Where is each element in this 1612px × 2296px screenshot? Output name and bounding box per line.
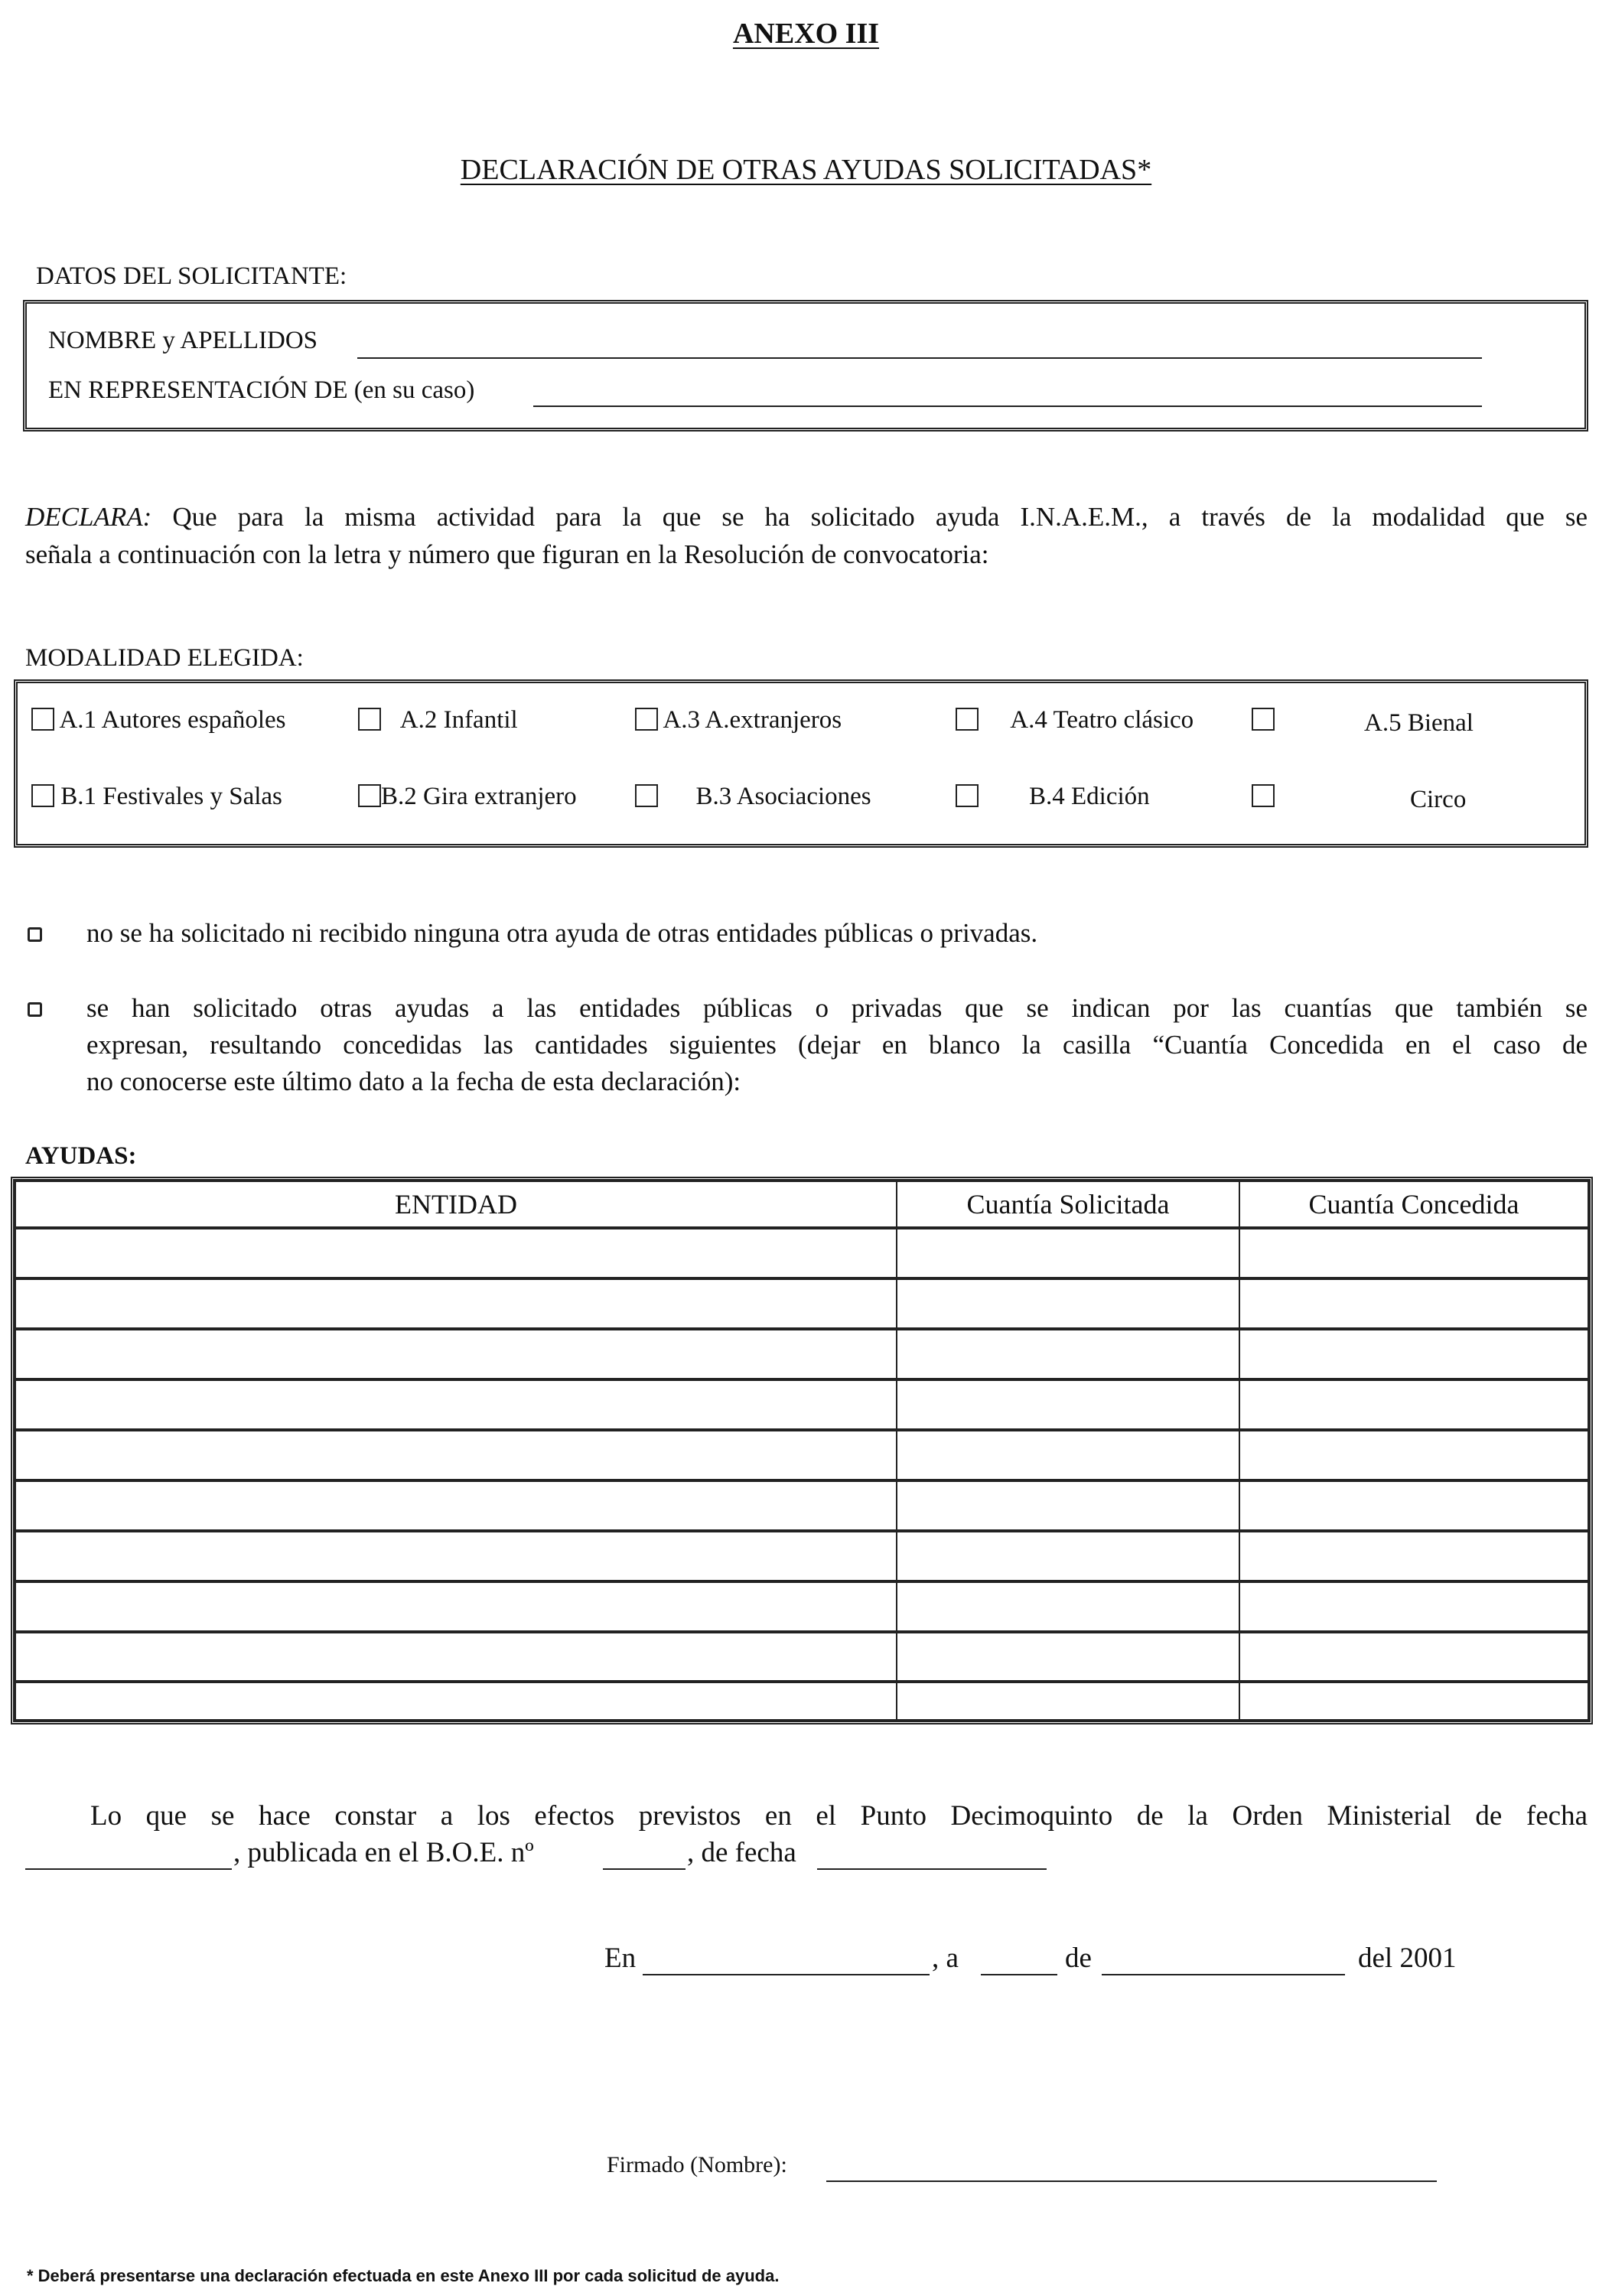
option-1-text: no se ha solicitado ni recibido ninguna otra ayuda de otras entidades públicas o privadas. [86, 918, 1038, 948]
checkbox-a2[interactable] [358, 708, 381, 731]
month-prefix: de [1065, 1943, 1092, 1974]
table-row [15, 1228, 1588, 1278]
declaration-lead: DECLARA: [25, 502, 152, 532]
cell-concedida[interactable] [1239, 1682, 1588, 1720]
table-row [15, 1278, 1588, 1329]
option-2-line-3: no conocerse este último dato a la fecha de esta declaración): [86, 1067, 741, 1096]
modality-a1[interactable]: A.1 Autores españoles [31, 706, 285, 734]
table-row [15, 1430, 1588, 1480]
cell-concedida[interactable] [1239, 1379, 1588, 1430]
month-field[interactable] [1102, 1974, 1345, 1975]
col-solicitada: Cuantía Solicitada [897, 1181, 1239, 1228]
cell-entidad[interactable] [15, 1581, 897, 1632]
place-prefix: En [604, 1943, 637, 1974]
table-row [15, 1682, 1588, 1720]
aid-section-label: AYUDAS: [25, 1142, 137, 1170]
declaration-line-2: señala a continuación con la letra y número que figuran en la Resolución de convocatoria: [25, 539, 989, 569]
cell-entidad[interactable] [15, 1329, 897, 1379]
cell-concedida[interactable] [1239, 1228, 1588, 1278]
date-of-text: , de fecha [687, 1837, 796, 1868]
modality-a2[interactable]: A.2 Infantil [358, 706, 518, 734]
cell-entidad[interactable] [15, 1379, 897, 1430]
checkbox-b2[interactable] [358, 784, 381, 807]
annex-title: ANEXO III [732, 18, 880, 50]
modality-a5[interactable] [1252, 706, 1275, 734]
cell-concedida[interactable] [1239, 1581, 1588, 1632]
modality-b2[interactable]: B.2 Gira extranjero [358, 783, 577, 811]
option-2-line-1: se han solicitado otras ayudas a las entidades públicas o privadas que se indican por las cuantías que también se [86, 993, 1588, 1023]
cell-solicitada[interactable] [897, 1379, 1239, 1430]
checkbox-a4[interactable] [956, 708, 979, 731]
option-1-checkbox[interactable] [28, 927, 42, 946]
cell-concedida[interactable] [1239, 1329, 1588, 1379]
place-field[interactable] [643, 1974, 930, 1975]
cell-solicitada[interactable] [897, 1581, 1239, 1632]
cell-solicitada[interactable] [897, 1480, 1239, 1531]
boe-date-field[interactable] [817, 1868, 1047, 1870]
signature-field[interactable] [826, 2180, 1437, 2182]
modality-b3[interactable]: B.3 Asociaciones [635, 783, 871, 811]
checkbox-b4[interactable] [956, 784, 979, 807]
checkbox-b3[interactable] [635, 784, 658, 807]
aid-table-header [15, 1181, 1588, 1228]
modality-section-label: MODALIDAD ELEGIDA: [25, 644, 304, 672]
year-text: del 2001 [1358, 1943, 1457, 1974]
cell-entidad[interactable] [15, 1531, 897, 1581]
day-field[interactable] [981, 1974, 1057, 1975]
cell-solicitada[interactable] [897, 1632, 1239, 1682]
cell-solicitada[interactable] [897, 1430, 1239, 1480]
modality-b4[interactable]: B.4 Edición [956, 783, 1150, 811]
cell-entidad[interactable] [15, 1632, 897, 1682]
col-concedida: Cuantía Concedida [1239, 1181, 1588, 1228]
footnote: * Deberá presentarse una declaración efectuada en este Anexo III por cada solicitud de ayuda. [27, 2266, 780, 2285]
published-text: , publicada en el B.O.E. nº [233, 1837, 534, 1868]
option-2-checkbox[interactable] [28, 1002, 42, 1021]
modality-a4[interactable]: A.4 Teatro clásico [956, 706, 1194, 734]
table-row [15, 1329, 1588, 1379]
option-2-line-2: expresan, resultando concedidas las cantidades siguientes (dejar en blanco la casilla “Cuantía Concedida en el caso de [86, 1030, 1588, 1060]
cell-solicitada[interactable] [897, 1228, 1239, 1278]
table-row [15, 1480, 1588, 1531]
modality-a5-label: A.5 Bienal [1364, 709, 1474, 737]
representation-label: EN REPRESENTACIÓN DE (en su caso) [48, 376, 475, 404]
boe-number-field[interactable] [603, 1868, 686, 1870]
table-row [15, 1379, 1588, 1430]
cell-solicitada[interactable] [897, 1531, 1239, 1581]
cell-solicitada[interactable] [897, 1278, 1239, 1329]
col-entidad: ENTIDAD [15, 1181, 897, 1228]
declaration-line-1: DECLARA: Que para la misma actividad para la que se ha solicitado ayuda I.N.A.E.M., a través de la modalidad que se [25, 502, 1588, 532]
signature-label: Firmado (Nombre): [607, 2152, 787, 2177]
cell-entidad[interactable] [15, 1682, 897, 1720]
aid-table [15, 1181, 1589, 1721]
name-label: NOMBRE y APELLIDOS [48, 327, 318, 354]
cell-entidad[interactable] [15, 1480, 897, 1531]
closing-line-1: Lo que se hace constar a los efectos previstos en el Punto Decimoquinto de la Orden Ministerial de fecha [90, 1800, 1588, 1832]
modality-b1[interactable]: B.1 Festivales y Salas [31, 783, 282, 811]
modality-circo-label: Circo [1410, 786, 1467, 813]
order-date-field[interactable] [25, 1868, 232, 1870]
representation-field[interactable] [533, 405, 1482, 407]
table-row [15, 1531, 1588, 1581]
cell-solicitada[interactable] [897, 1329, 1239, 1379]
table-row [15, 1581, 1588, 1632]
checkbox-a3[interactable] [635, 708, 658, 731]
cell-concedida[interactable] [1239, 1430, 1588, 1480]
cell-entidad[interactable] [15, 1430, 897, 1480]
cell-concedida[interactable] [1239, 1480, 1588, 1531]
modality-box [14, 679, 1588, 848]
checkbox-b1[interactable] [31, 784, 54, 807]
checkbox-circo[interactable] [1252, 784, 1275, 807]
checkbox-a1[interactable] [31, 708, 54, 731]
checkbox-a5[interactable] [1252, 708, 1275, 731]
name-field[interactable] [357, 357, 1482, 359]
applicant-section-label: DATOS DEL SOLICITANTE: [36, 262, 347, 290]
cell-concedida[interactable] [1239, 1278, 1588, 1329]
table-row [15, 1632, 1588, 1682]
cell-entidad[interactable] [15, 1278, 897, 1329]
aid-table-frame [11, 1177, 1593, 1724]
document-title: DECLARACIÓN DE OTRAS AYUDAS SOLICITADAS* [460, 154, 1152, 186]
day-prefix: , a [932, 1943, 959, 1974]
cell-concedida[interactable] [1239, 1531, 1588, 1581]
cell-entidad[interactable] [15, 1228, 897, 1278]
modality-circo[interactable] [1252, 783, 1275, 811]
modality-a3[interactable]: A.3 A.extranjeros [635, 706, 842, 734]
cell-solicitada[interactable] [897, 1682, 1239, 1720]
applicant-box [23, 300, 1588, 432]
cell-concedida[interactable] [1239, 1632, 1588, 1682]
